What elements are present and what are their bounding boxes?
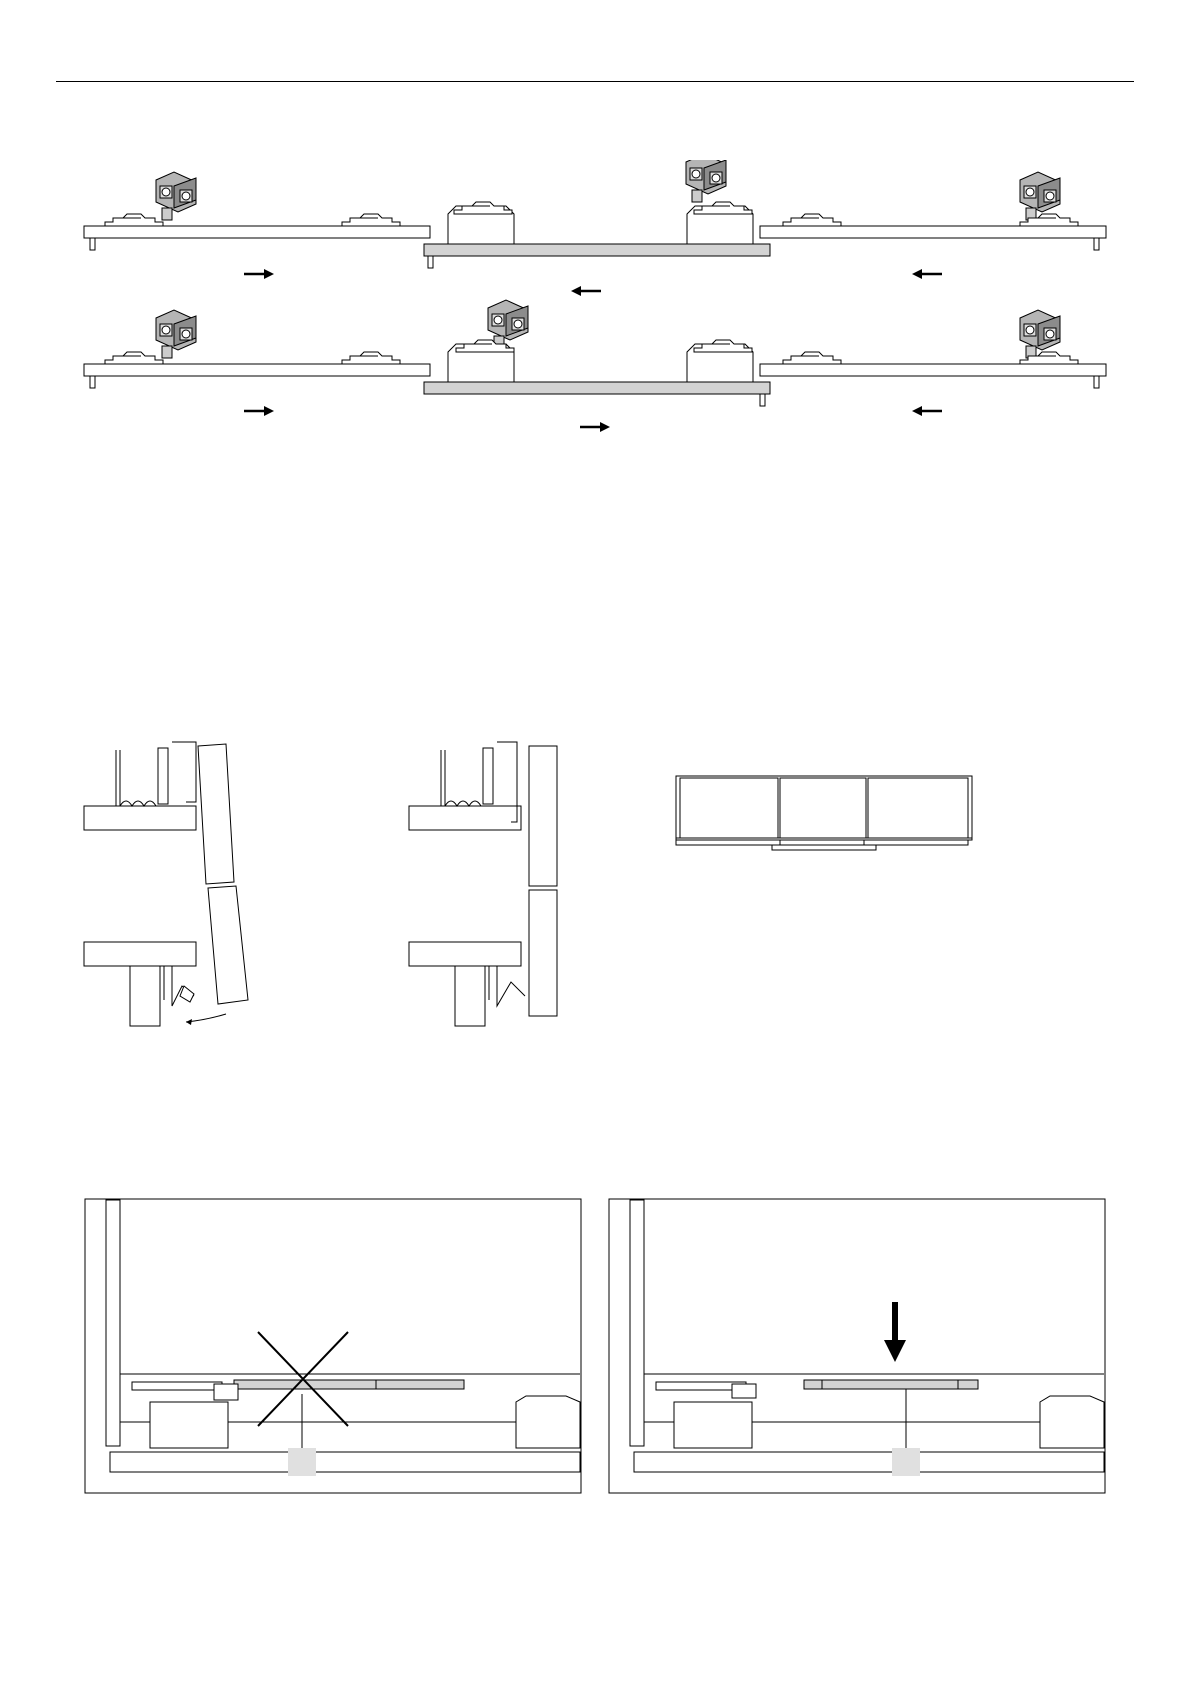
cabinet-elevation (674, 774, 974, 854)
arrow-right-icon (580, 422, 610, 432)
curved-arrow-icon (186, 1014, 226, 1025)
arrow-left-icon (912, 269, 942, 279)
header-rule (56, 81, 1134, 82)
insertion-wrong-panel (84, 1198, 584, 1494)
hinge-tilted-view (80, 738, 260, 1038)
arrow-left-icon (571, 286, 601, 296)
arrow-right-icon (244, 269, 274, 279)
sequence-row-1 (84, 160, 1106, 296)
arrow-right-icon (244, 406, 274, 416)
sequence-row-2 (84, 300, 1106, 432)
arrow-left-icon (912, 406, 942, 416)
runner-sequence-figure (80, 160, 1110, 440)
hinge-closed-view (405, 738, 585, 1038)
insertion-correct-panel (608, 1198, 1108, 1494)
